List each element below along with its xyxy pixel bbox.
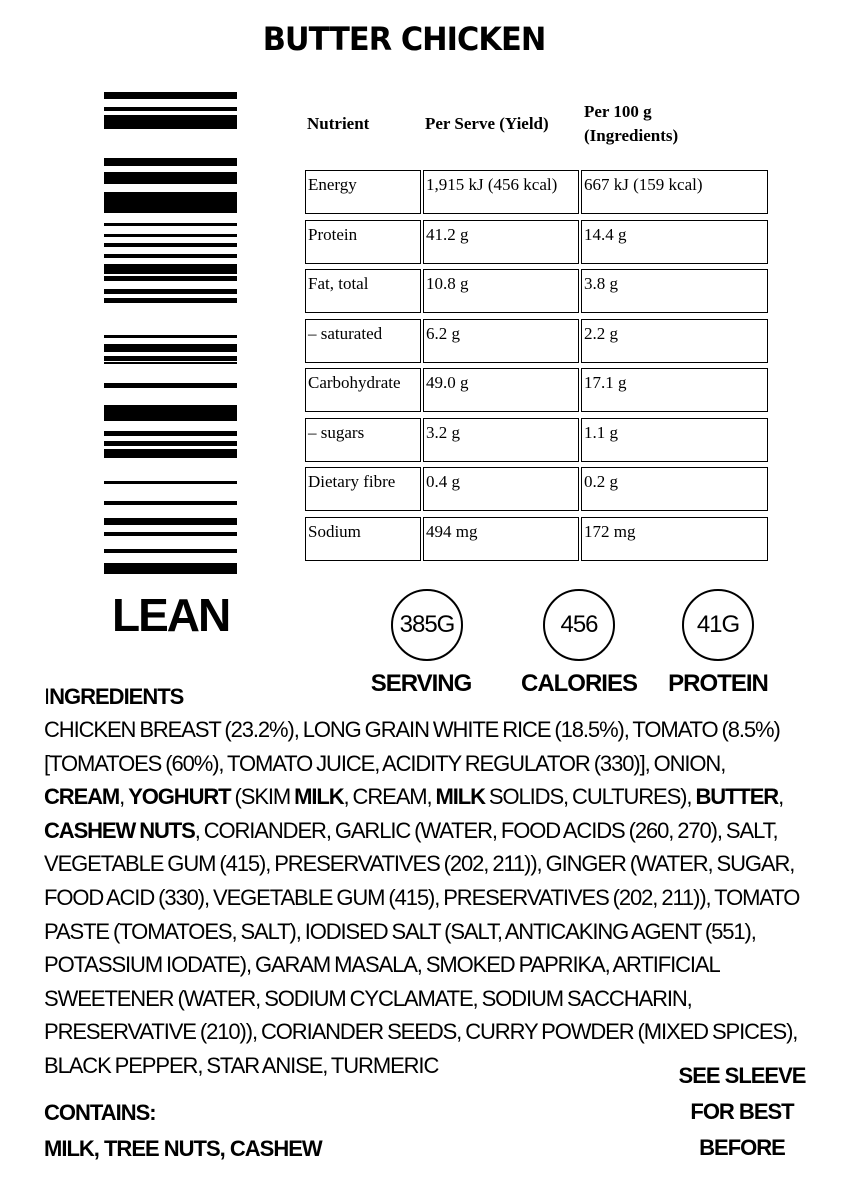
barcode-stripe [104,158,237,166]
protein-label: PROTEIN [668,670,768,697]
barcode-stripe [104,344,237,352]
per-100g-value: 3.8 g [581,269,768,313]
contains-items: MILK, TREE NUTS, CASHEW [44,1136,322,1161]
barcode-stripe [104,192,237,213]
barcode-stripe [104,276,237,281]
calories-label: CALORIES [520,670,637,697]
barcode-stripe [104,298,237,303]
nutrient-name: Energy [305,170,421,214]
barcode-stripe [104,563,237,574]
per-serve-value: 0.4 g [423,467,579,511]
barcode-stripe [104,92,237,99]
ingredients-line: FOOD ACID (330), VEGETABLE GUM (415), PRESERVATIVES (202, 211)), TOMATO [44,884,800,910]
barcode-stripe [104,234,237,237]
best-before-note [652,1058,832,1166]
ingredients-line: CHICKEN BREAST (23.2%), LONG GRAIN WHITE RICE (18.5%), TOMATO (8.5%) [44,717,780,742]
ingredients-heading: INGREDIENTS [44,684,184,709]
per-100g-value: 667 kJ (159 kcal) [581,170,768,214]
ingredients-line: CASHEW NUTS, CORIANDER, GARLIC (WATER, FOOD ACIDS (260, 270), SALT, [44,817,778,843]
barcode-stripe [104,441,237,446]
barcode-stripe [104,431,237,436]
per-100g-value: 14.4 g [581,220,768,264]
nutrient-name: Sodium [305,517,421,561]
ingredients-list [44,713,859,1083]
per-100g-value: 0.2 g [581,467,768,511]
per-serve-value: 494 mg [423,517,579,561]
per-serve-value: 41.2 g [423,220,579,264]
barcode-stripe [104,115,237,129]
barcode-stripe [104,356,237,361]
per-100g-value: 2.2 g [581,319,768,363]
barcode-graphic [104,92,237,574]
per-serve-value: 1,915 kJ (456 kcal) [423,170,579,214]
nutrient-name: Dietary fibre [305,467,421,511]
per-100g-value: 17.1 g [581,368,768,412]
nutrient-name: Carbohydrate [305,368,421,412]
product-title: BUTTER CHICKEN [262,20,546,58]
nutrition-header-ingredients: (Ingredients) [584,126,679,145]
barcode-stripe [104,518,237,525]
barcode-stripe [104,264,237,274]
barcode-stripe [104,501,237,505]
sleeve-line: BEFORE [699,1135,785,1160]
barcode-stripe [104,243,237,247]
ingredients-line: [TOMATOES (60%), TOMATO JUICE, ACIDITY REGULATOR (330)], ONION, [44,750,726,776]
barcode-stripe [104,254,237,258]
ingredients-line: BLACK PEPPER, STAR ANISE, TURMERIC [44,1052,439,1078]
barcode-stripe [104,549,237,553]
calories-badge: 456 [543,589,615,661]
nutrient-name: Protein [305,220,421,264]
barcode-stripe [104,362,237,364]
barcode-stripe [104,449,237,458]
contains-label: CONTAINS: [44,1100,156,1125]
nutrition-header-per-serve: Per Serve (Yield) [425,114,549,133]
brand-name: LEAN [112,589,230,641]
per-100g-value: 1.1 g [581,418,768,462]
nutrient-name: – sugars [305,418,421,462]
barcode-stripe [104,107,237,111]
per-serve-value: 6.2 g [423,319,579,363]
nutrient-name: Fat, total [305,269,421,313]
sleeve-line: FOR BEST [690,1099,794,1124]
ingredients-line: PRESERVATIVE (210)), CORIANDER SEEDS, CURRY POWDER (MIXED SPICES), [44,1019,798,1045]
per-serve-value: 49.0 g [423,368,579,412]
per-serve-value: 10.8 g [423,269,579,313]
per-serve-value: 3.2 g [423,418,579,462]
allergen-contains [44,1095,322,1167]
barcode-stripe [104,383,237,388]
ingredients-line: SWEETENER (WATER, SODIUM CYCLAMATE, SODIUM SACCHARIN, [44,985,692,1011]
barcode-stripe [104,532,237,536]
barcode-stripe [104,172,237,184]
ingredients-line: POTASSIUM IODATE), GARAM MASALA, SMOKED PAPRIKA, ARTIFICIAL [44,952,720,978]
barcode-stripe [104,481,237,484]
barcode-stripe [104,335,237,338]
ingredients-line: VEGETABLE GUM (415), PRESERVATIVES (202, 211)), GINGER (WATER, SUGAR, [44,851,795,877]
serving-badge: 385G [391,589,463,661]
serving-label: SERVING [370,670,472,697]
nutrition-header-per-100g: Per 100 g [584,102,652,121]
nutrition-header-nutrient: Nutrient [307,114,370,133]
sleeve-line: SEE SLEEVE [678,1063,806,1088]
ingredients-line: PASTE (TOMATOES, SALT), IODISED SALT (SALT, ANTICAKING AGENT (551), [44,918,756,944]
protein-badge: 41G [682,589,754,661]
per-100g-value: 172 mg [581,517,768,561]
barcode-stripe [104,289,237,294]
barcode-stripe [104,223,237,226]
ingredients-line: CREAM, YOGHURT (SKIM MILK, CREAM, MILK SOLIDS, CULTURES), BUTTER, [44,784,784,810]
barcode-stripe [104,405,237,421]
nutrient-name: – saturated [305,319,421,363]
